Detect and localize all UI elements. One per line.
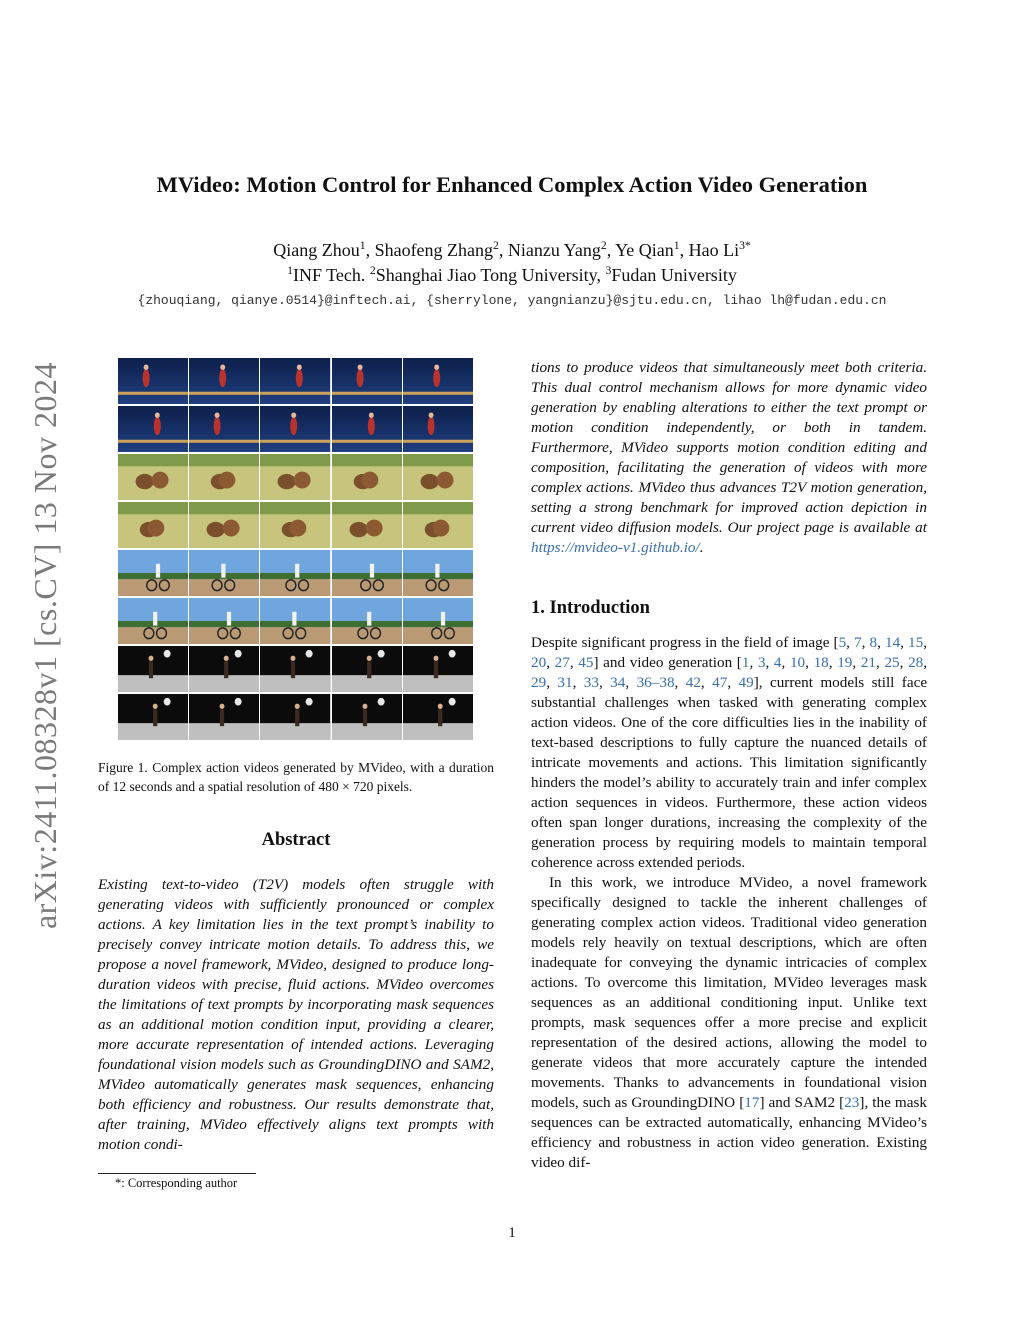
figure-row — [118, 406, 473, 452]
video-frame — [260, 598, 330, 644]
video-frame — [118, 358, 188, 404]
video-frame — [403, 598, 473, 644]
video-frame — [260, 550, 330, 596]
figure-caption: Figure 1. Complex action videos generated by MVideo, with a duration of 12 seconds and a spatial resolution of 480 × 720 pixels. — [98, 760, 494, 794]
video-frame — [403, 694, 473, 740]
author-list: Qiang Zhou$^1$, Shaofeng Zhang$^2$, Nianzu Yang$^2$, Ye Qian$^1$, Hao $Li^{3*}$ — [273, 239, 751, 260]
video-frame — [403, 550, 473, 596]
video-frame — [189, 502, 259, 548]
video-frame — [260, 454, 330, 500]
citation-link[interactable]: 10 — [789, 654, 806, 671]
video-frame — [403, 502, 473, 548]
citation-link[interactable]: 7 — [854, 634, 862, 651]
citation-link[interactable]: 1 — [741, 654, 750, 671]
video-frame — [403, 646, 473, 692]
video-frame — [189, 646, 259, 692]
video-frame — [118, 646, 188, 692]
citation-link[interactable]: 28 — [908, 654, 924, 671]
citation-link[interactable]: 49 — [738, 674, 754, 691]
citation-link[interactable]: 15 — [908, 634, 924, 651]
video-frame — [118, 502, 188, 548]
video-frame — [118, 406, 188, 452]
video-frame — [332, 502, 402, 548]
video-frame — [260, 358, 330, 404]
figure-1-video-grid — [118, 358, 473, 742]
footnote-divider — [98, 1173, 256, 1174]
author-emails: {zhouqiang, qianye.0514}@inftech.ai, {sherrylone, yangnianzu}@sjtu.edu.cn, lihao lh@fudan.edu.cn — [137, 293, 887, 308]
figure-row — [118, 598, 473, 644]
figure-row — [118, 646, 473, 692]
citation-link[interactable]: 47 — [712, 674, 728, 691]
citation-link[interactable]: 19 — [837, 654, 853, 671]
affiliations: $^1$INF Tech. $^2$Shanghai Jiao Tong University, $^3$Fudan University — [287, 264, 737, 285]
abstract-body-left: Existing text-to-video (T2V) models often struggle with generating videos with sufficiently pronounced or complex actions. A key limitation lies in the text prompt’s inability to precisely convey intricate motion details. To address this, we propose a novel framework, MVideo, designed to produce long-duration videos with precise, fluid actions. MVideo overcomes the limitations of text prompts by incorporating mask sequences as an additional motion condition input, providing a clearer, more accurate representation of intended actions. Leveraging foundational vision models such as GroundingDINO and SAM2, MVideo automatically generates mask sequences, enhancing both efficiency and robustness. Our results demonstrate that, after training, MVideo effectively aligns text prompts with motion condi- — [98, 876, 494, 1153]
citation-link[interactable]: 4 — [773, 654, 782, 671]
citation-link[interactable]: 31 — [557, 674, 573, 691]
citation-link[interactable]: 33 — [583, 674, 599, 691]
video-frame — [260, 646, 330, 692]
citation-link[interactable]: 21 — [860, 654, 877, 671]
citation-link[interactable]: 29 — [531, 674, 547, 691]
video-frame — [260, 694, 330, 740]
figure-row — [118, 550, 473, 596]
citation-link[interactable]: 17 — [744, 1094, 760, 1111]
video-frame — [118, 454, 188, 500]
video-frame — [118, 694, 188, 740]
video-frame — [403, 406, 473, 452]
citation-link[interactable]: 25 — [884, 654, 900, 671]
citation-link[interactable]: 36–38 — [636, 674, 675, 691]
video-frame — [189, 550, 259, 596]
video-frame — [260, 502, 330, 548]
citation-link[interactable]: 14 — [884, 634, 901, 651]
abstract-heading: Abstract — [261, 830, 331, 850]
video-frame — [189, 358, 259, 404]
video-frame — [189, 454, 259, 500]
video-frame — [332, 598, 402, 644]
project-page-link[interactable]: https://mvideo-v1.github.io/ — [531, 539, 700, 556]
video-frame — [332, 358, 402, 404]
video-frame — [260, 406, 330, 452]
figure-row — [118, 502, 473, 548]
citation-link[interactable]: 5 — [838, 634, 847, 651]
citation-link[interactable]: 23 — [844, 1094, 860, 1111]
paper-title: MVideo: Motion Control for Enhanced Complex Action Video Generation — [156, 172, 868, 197]
arxiv-stamp: arXiv:2411.08328v1 [cs.CV] 13 Nov 2024 — [27, 361, 64, 929]
video-frame — [332, 454, 402, 500]
video-frame — [189, 598, 259, 644]
citation-link[interactable]: 45 — [578, 654, 594, 671]
figure-row — [118, 454, 473, 500]
citation-link[interactable]: 42 — [685, 674, 701, 691]
video-frame — [189, 406, 259, 452]
citation-link[interactable]: 8 — [869, 634, 878, 651]
citation-link[interactable]: 34 — [610, 674, 626, 691]
video-frame — [332, 694, 402, 740]
video-frame — [403, 454, 473, 500]
video-frame — [118, 550, 188, 596]
citation-link[interactable]: 18 — [813, 654, 829, 671]
footnote: *: Corresponding author — [115, 1176, 238, 1190]
citation-link[interactable]: 3 — [757, 654, 766, 671]
intro-paragraph-2: In this work, we introduce MVideo, a novel framework specifically designed to tackle the inherent challenges of generating complex action videos. Traditional video generation models rely heavily on textual descriptions, which are often inadequate for conveying the dynamic intricacies of complex actions. To overcome this limitation, MVideo leverages mask sequences as an additional conditioning input. Unlike text prompts, mask sequences offer a more precise and explicit representation of the desired actions, allowing the model to generate videos that more accurately capture the intended movements. Thanks to advancements in foundational vision models, such as GroundingDINO [17] and SAM2 [23], the mask sequences can be extracted automatically, enhancing MVideo’s efficiency and robustness in action video generation. Existing video dif- — [531, 874, 927, 1171]
video-frame — [332, 406, 402, 452]
video-frame — [332, 646, 402, 692]
citation-link[interactable]: 20 — [531, 654, 547, 671]
introduction-body — [531, 633, 927, 1173]
intro-paragraph-1: Despite significant progress in the field of image [5, 7, 8, 14, 15, 20, 27, 45] and video generation [1, 3, 4, 10, 18, 19, 21, 25, 28, 29, 31, 33, 34, 36–38, 42, 47, 49], current models still face substantial challenges when tasked with generating complex action videos. One of the core difficulties lies in the inability of text-based descriptions to fully capture the nuanced details of intricate movements and actions. This limitation significantly hinders the model’s ability to accurately train and infer complex action sequences in videos. Furthermore, these action videos often span longer durations, increasing the complexity of the generation process by requiring models to maintain temporal coherence across extended periods. — [531, 634, 928, 871]
video-frame — [403, 358, 473, 404]
video-frame — [332, 550, 402, 596]
video-frame — [189, 694, 259, 740]
video-frame — [118, 598, 188, 644]
abstract-body-right: tions to produce videos that simultaneously meet both criteria. This dual control mechanism allows for more dynamic video generation by enabling alterations to either the text prompt or motion condition independently, or both in tandem. Furthermore, MVideo supports motion condition editing and composition, facilitating the generation of videos with more complex actions. MVideo thus advances T2V motion generation, setting a strong benchmark for improved action depiction in current video diffusion models. Our project page is available at https://mvideo-v1.github.io/. — [531, 359, 927, 556]
citation-link[interactable]: 27 — [554, 654, 570, 671]
introduction-heading: 1. Introduction — [531, 598, 650, 618]
page-number: 1 — [508, 1225, 516, 1241]
figure-row — [118, 358, 473, 404]
figure-row — [118, 694, 473, 740]
